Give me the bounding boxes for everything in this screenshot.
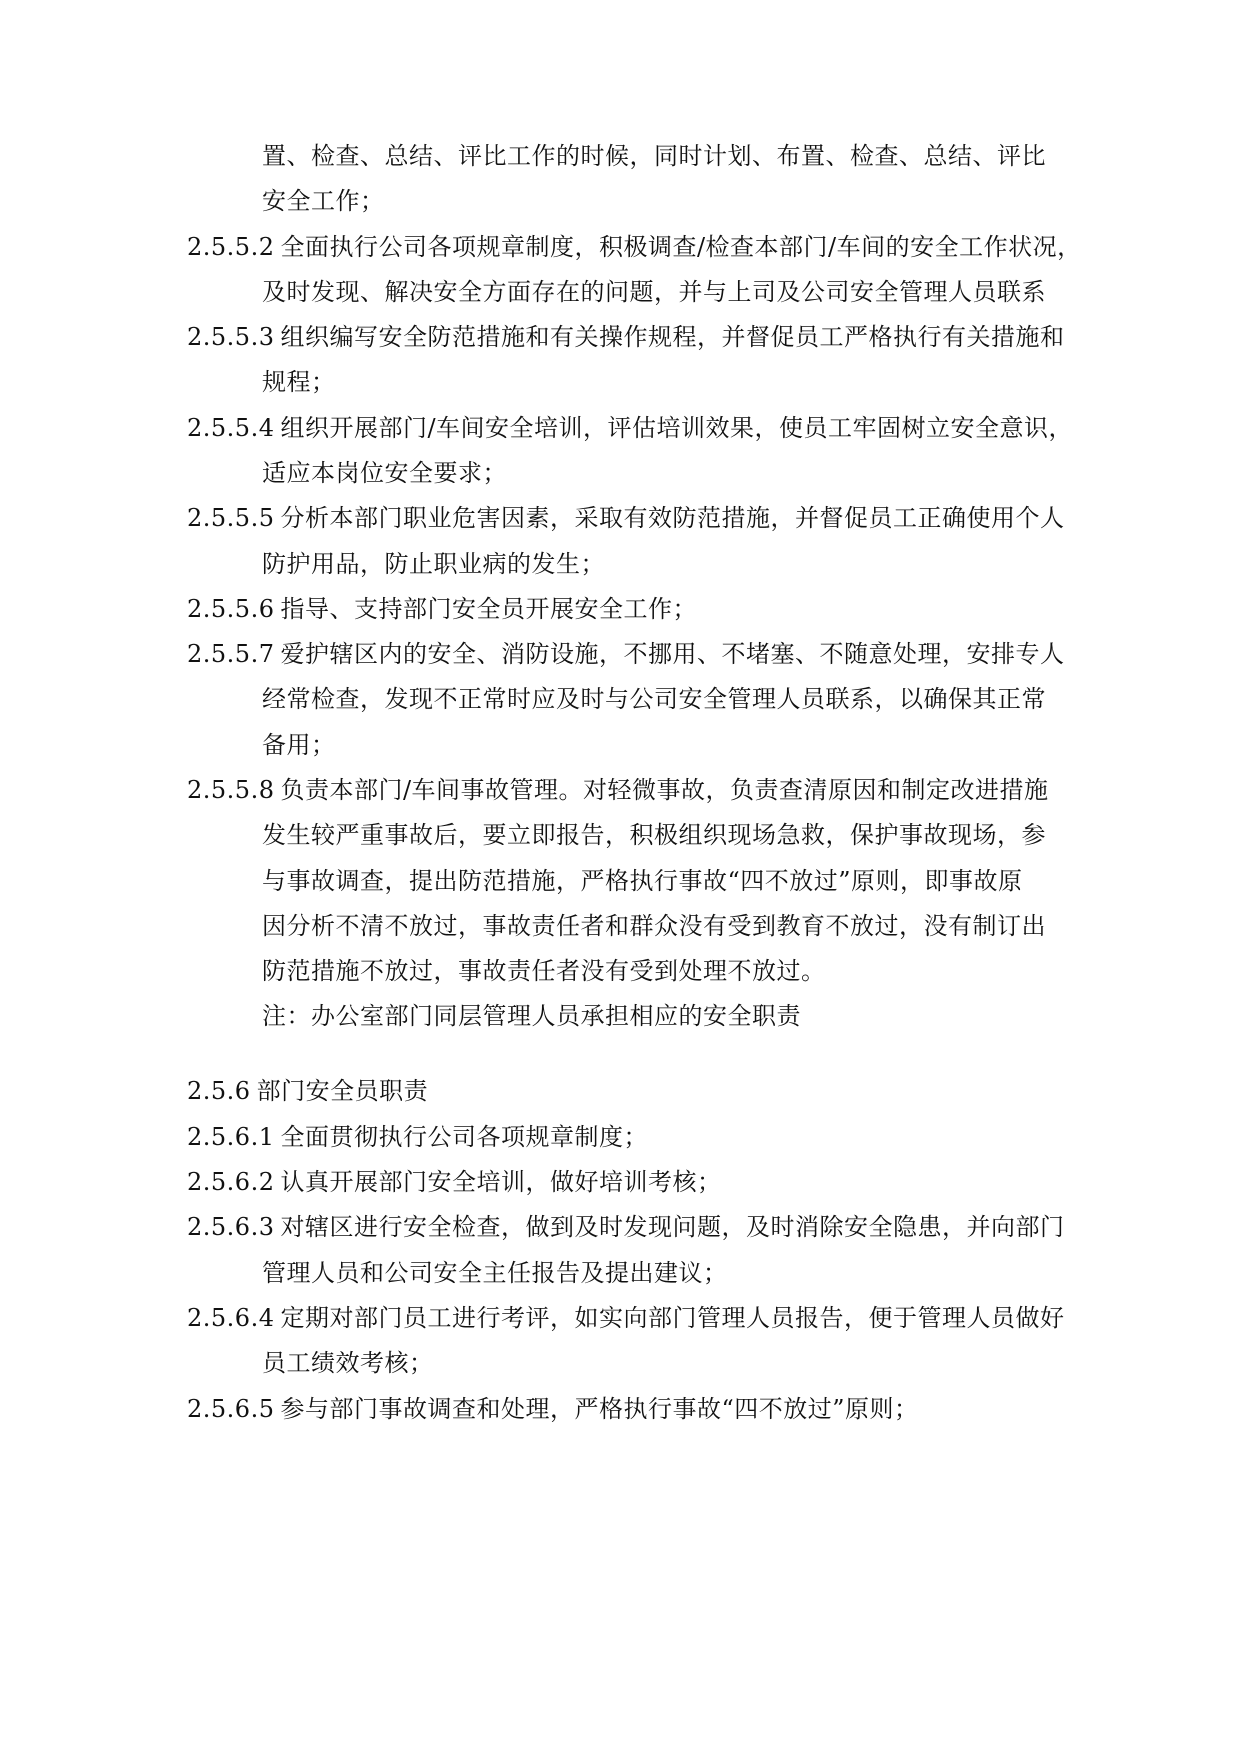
continuation-line (262, 820, 1046, 850)
numbered-paragraph-line (187, 1394, 919, 1424)
paragraph-text: 经常检查，发现不正常时应及时与公司安全管理人员联系，以确保其正常 (262, 685, 1046, 713)
numbered-paragraph-line (187, 503, 1064, 533)
continuation-line (262, 684, 1046, 714)
section-number: 2.5.6.5 (187, 1395, 275, 1423)
section-number: 2.5.6.1 (187, 1123, 275, 1151)
numbered-paragraph-line (187, 594, 697, 624)
paragraph-text: 部门安全员职责 (256, 1077, 429, 1105)
paragraph-text: 指导、支持部门安全员开展安全工作； (280, 595, 697, 623)
continuation-line (262, 911, 1046, 941)
paragraph-text: 员工绩效考核； (262, 1349, 434, 1377)
numbered-paragraph-line (187, 1076, 428, 1106)
numbered-paragraph-line (187, 1122, 648, 1152)
paragraph-text: 发生较严重事故后，要立即报告，积极组织现场急救，保护事故现场，参 (262, 821, 1046, 849)
section-number: 2.5.5.7 (187, 640, 275, 668)
section-number: 2.5.5.6 (187, 595, 275, 623)
continuation-line (262, 186, 385, 216)
paragraph-text: 爱护辖区内的安全、消防设施，不挪用、不堵塞、不随意处理，安排专人 (280, 640, 1065, 668)
section-number: 2.5.5.8 (187, 776, 275, 804)
continuation-line (262, 277, 1046, 307)
continuation-line (262, 458, 507, 488)
continuation-line (262, 1001, 801, 1031)
paragraph-text: 组织开展部门/车间安全培训，评估培训效果，使员工牢固树立安全意识， (280, 414, 1074, 442)
paragraph-text: 注：办公室部门同层管理人员承担相应的安全职责 (262, 1002, 801, 1030)
continuation-line (262, 730, 336, 760)
numbered-paragraph-line (187, 413, 1073, 443)
paragraph-text: 因分析不清不放过，事故责任者和群众没有受到教育不放过，没有制订出 (262, 912, 1046, 940)
paragraph-text: 适应本岗位安全要求； (262, 459, 507, 487)
paragraph-text: 对辖区进行安全检查，做到及时发现问题，及时消除安全隐患，并向部门 (280, 1213, 1065, 1241)
paragraph-text: 管理人员和公司安全主任报告及提出建议； (262, 1259, 728, 1287)
paragraph-text: 规程； (262, 368, 336, 396)
paragraph-text: 全面贯彻执行公司各项规章制度； (280, 1123, 648, 1151)
section-number: 2.5.6 (187, 1077, 251, 1105)
paragraph-text: 备用； (262, 731, 336, 759)
numbered-paragraph-line (187, 322, 1064, 352)
section-number: 2.5.5.4 (187, 414, 275, 442)
numbered-paragraph-line (187, 232, 1082, 262)
paragraph-text: 参与部门事故调查和处理，严格执行事故“四不放过”原则； (280, 1395, 919, 1423)
numbered-paragraph-line (187, 1167, 721, 1197)
numbered-paragraph-line (187, 1212, 1064, 1242)
paragraph-text: 负责本部门/车间事故管理。对轻微事故，负责查清原因和制定改进措施 (280, 776, 1049, 804)
paragraph-text: 分析本部门职业危害因素，采取有效防范措施，并督促员工正确使用个人 (280, 504, 1065, 532)
paragraph-text: 与事故调查，提出防范措施，严格执行事故“四不放过”原则，即事故原 (262, 867, 1023, 895)
paragraph-text: 定期对部门员工进行考评，如实向部门管理人员报告，便于管理人员做好 (280, 1304, 1065, 1332)
section-number: 2.5.5.5 (187, 504, 275, 532)
paragraph-text: 及时发现、解决安全方面存在的问题，并与上司及公司安全管理人员联系 (262, 278, 1046, 306)
paragraph-text: 认真开展部门安全培训，做好培训考核； (280, 1168, 722, 1196)
continuation-line (262, 1348, 434, 1378)
continuation-line (262, 141, 1046, 171)
section-number: 2.5.5.2 (187, 233, 275, 261)
section-number: 2.5.6.2 (187, 1168, 275, 1196)
numbered-paragraph-line (187, 639, 1064, 669)
paragraph-text: 安全工作； (262, 187, 385, 215)
section-number: 2.5.5.3 (187, 323, 275, 351)
continuation-line (262, 367, 336, 397)
continuation-line (262, 866, 1023, 896)
paragraph-text: 防护用品，防止职业病的发生； (262, 550, 605, 578)
continuation-line (262, 549, 605, 579)
section-number: 2.5.6.3 (187, 1213, 275, 1241)
numbered-paragraph-line (187, 1303, 1064, 1333)
paragraph-text: 组织编写安全防范措施和有关操作规程，并督促员工严格执行有关措施和 (280, 323, 1065, 351)
numbered-paragraph-line (187, 775, 1049, 805)
continuation-line (262, 956, 826, 986)
paragraph-text: 全面执行公司各项规章制度，积极调查/检查本部门/车间的安全工作状况， (280, 233, 1082, 261)
paragraph-text: 置、检查、总结、评比工作的时候，同时计划、布置、检查、总结、评比 (262, 142, 1046, 170)
continuation-line (262, 1258, 728, 1288)
section-number: 2.5.6.4 (187, 1304, 275, 1332)
paragraph-text: 防范措施不放过，事故责任者没有受到处理不放过。 (262, 957, 826, 985)
